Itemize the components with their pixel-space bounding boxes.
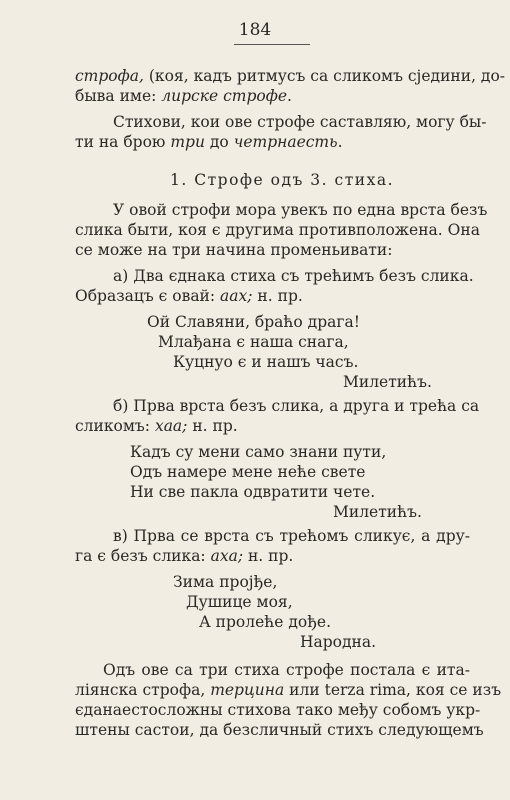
poem-line: Одъ намере мене неће свете: [130, 463, 366, 481]
paragraph-line: [75, 86, 292, 106]
paragraph-line: У овой строфи мора увекъ по една врста безъ: [113, 201, 488, 219]
paragraph-line: се може на три начина променьивати:: [75, 241, 393, 259]
paragraph-line: [75, 416, 238, 436]
italic-term: аха;: [210, 547, 244, 565]
text-run: .: [287, 87, 292, 105]
poem-line: Кадъ су мени само знани пути,: [130, 443, 387, 461]
text-run: .: [337, 133, 343, 151]
italic-term: аах;: [220, 287, 253, 305]
italic-term: три: [170, 133, 205, 151]
italic-term: четрнаесть: [233, 133, 338, 151]
page-number: 184: [238, 20, 272, 40]
paragraph-line: б) Прва врста безъ слика, а друга и трећа са: [113, 397, 480, 415]
paragraph-line: Стихови, кои ове строфе саставляю, могу бы-: [113, 113, 487, 131]
paragraph-line: єданаестосложны стихова тако међу собомъ укр-: [75, 701, 481, 719]
paragraph-line: слика быти, коя є другима противположена. Она: [75, 221, 480, 239]
poem-line: Зима пројђе,: [173, 573, 278, 591]
poem-line: А пролеће дође.: [199, 613, 331, 631]
poem-line: Ни све пакла одвратити чете.: [130, 483, 376, 501]
poem-author: Милетићъ.: [343, 373, 432, 391]
poem-line: Душице моя,: [186, 593, 293, 611]
section-heading: 1. Строфе одъ 3. стиха.: [170, 171, 395, 189]
italic-term: строфа,: [75, 67, 144, 85]
paragraph-line: а) Два єднака стиха съ трећимъ безъ слика.: [113, 267, 474, 285]
paragraph-line: штены састои, да безсличный стихъ следующемъ: [75, 721, 484, 739]
text-run: или terza rima, коя се изъ: [284, 681, 502, 699]
text-run: сликомъ:: [75, 417, 155, 435]
paragraph-line: [75, 286, 303, 306]
text-run: н. пр.: [252, 287, 303, 305]
paragraph-line: [75, 66, 506, 86]
text-run: быва име:: [75, 87, 162, 105]
paragraph-line: в) Прва се врста съ трећомъ сликує, а дру-: [113, 527, 470, 545]
paragraph-line: [75, 132, 343, 152]
paragraph-line: [75, 680, 502, 700]
poem-line: Ой Славяни, браћо драга!: [147, 313, 360, 331]
text-run: га є безъ слика:: [75, 547, 211, 565]
italic-term: терцина: [210, 681, 285, 699]
text-run: ліянска строфа,: [75, 681, 211, 699]
text-run: ти на брою: [75, 133, 171, 151]
italic-term: хаа;: [154, 417, 188, 435]
poem-author: Народна.: [300, 633, 377, 651]
text-run: н. пр.: [243, 547, 294, 565]
paragraph-line: Одъ ове са три стиха строфе постала є ита-: [103, 661, 470, 679]
italic-term: лирске строфе: [161, 87, 288, 105]
text-run: (коя, кадъ ритмусъ са сликомъ сједини, до-: [143, 67, 506, 85]
text-run: до: [204, 133, 234, 151]
header-rule: [234, 44, 310, 45]
text-run: н. пр.: [187, 417, 238, 435]
poem-author: Милетићъ.: [333, 503, 422, 521]
text-run: Образацъ є овай:: [75, 287, 221, 305]
poem-line: Млађана є наша снага,: [158, 333, 349, 351]
paragraph-line: [75, 546, 293, 566]
poem-line: Куцнуо є и нашъ часъ.: [173, 353, 359, 371]
